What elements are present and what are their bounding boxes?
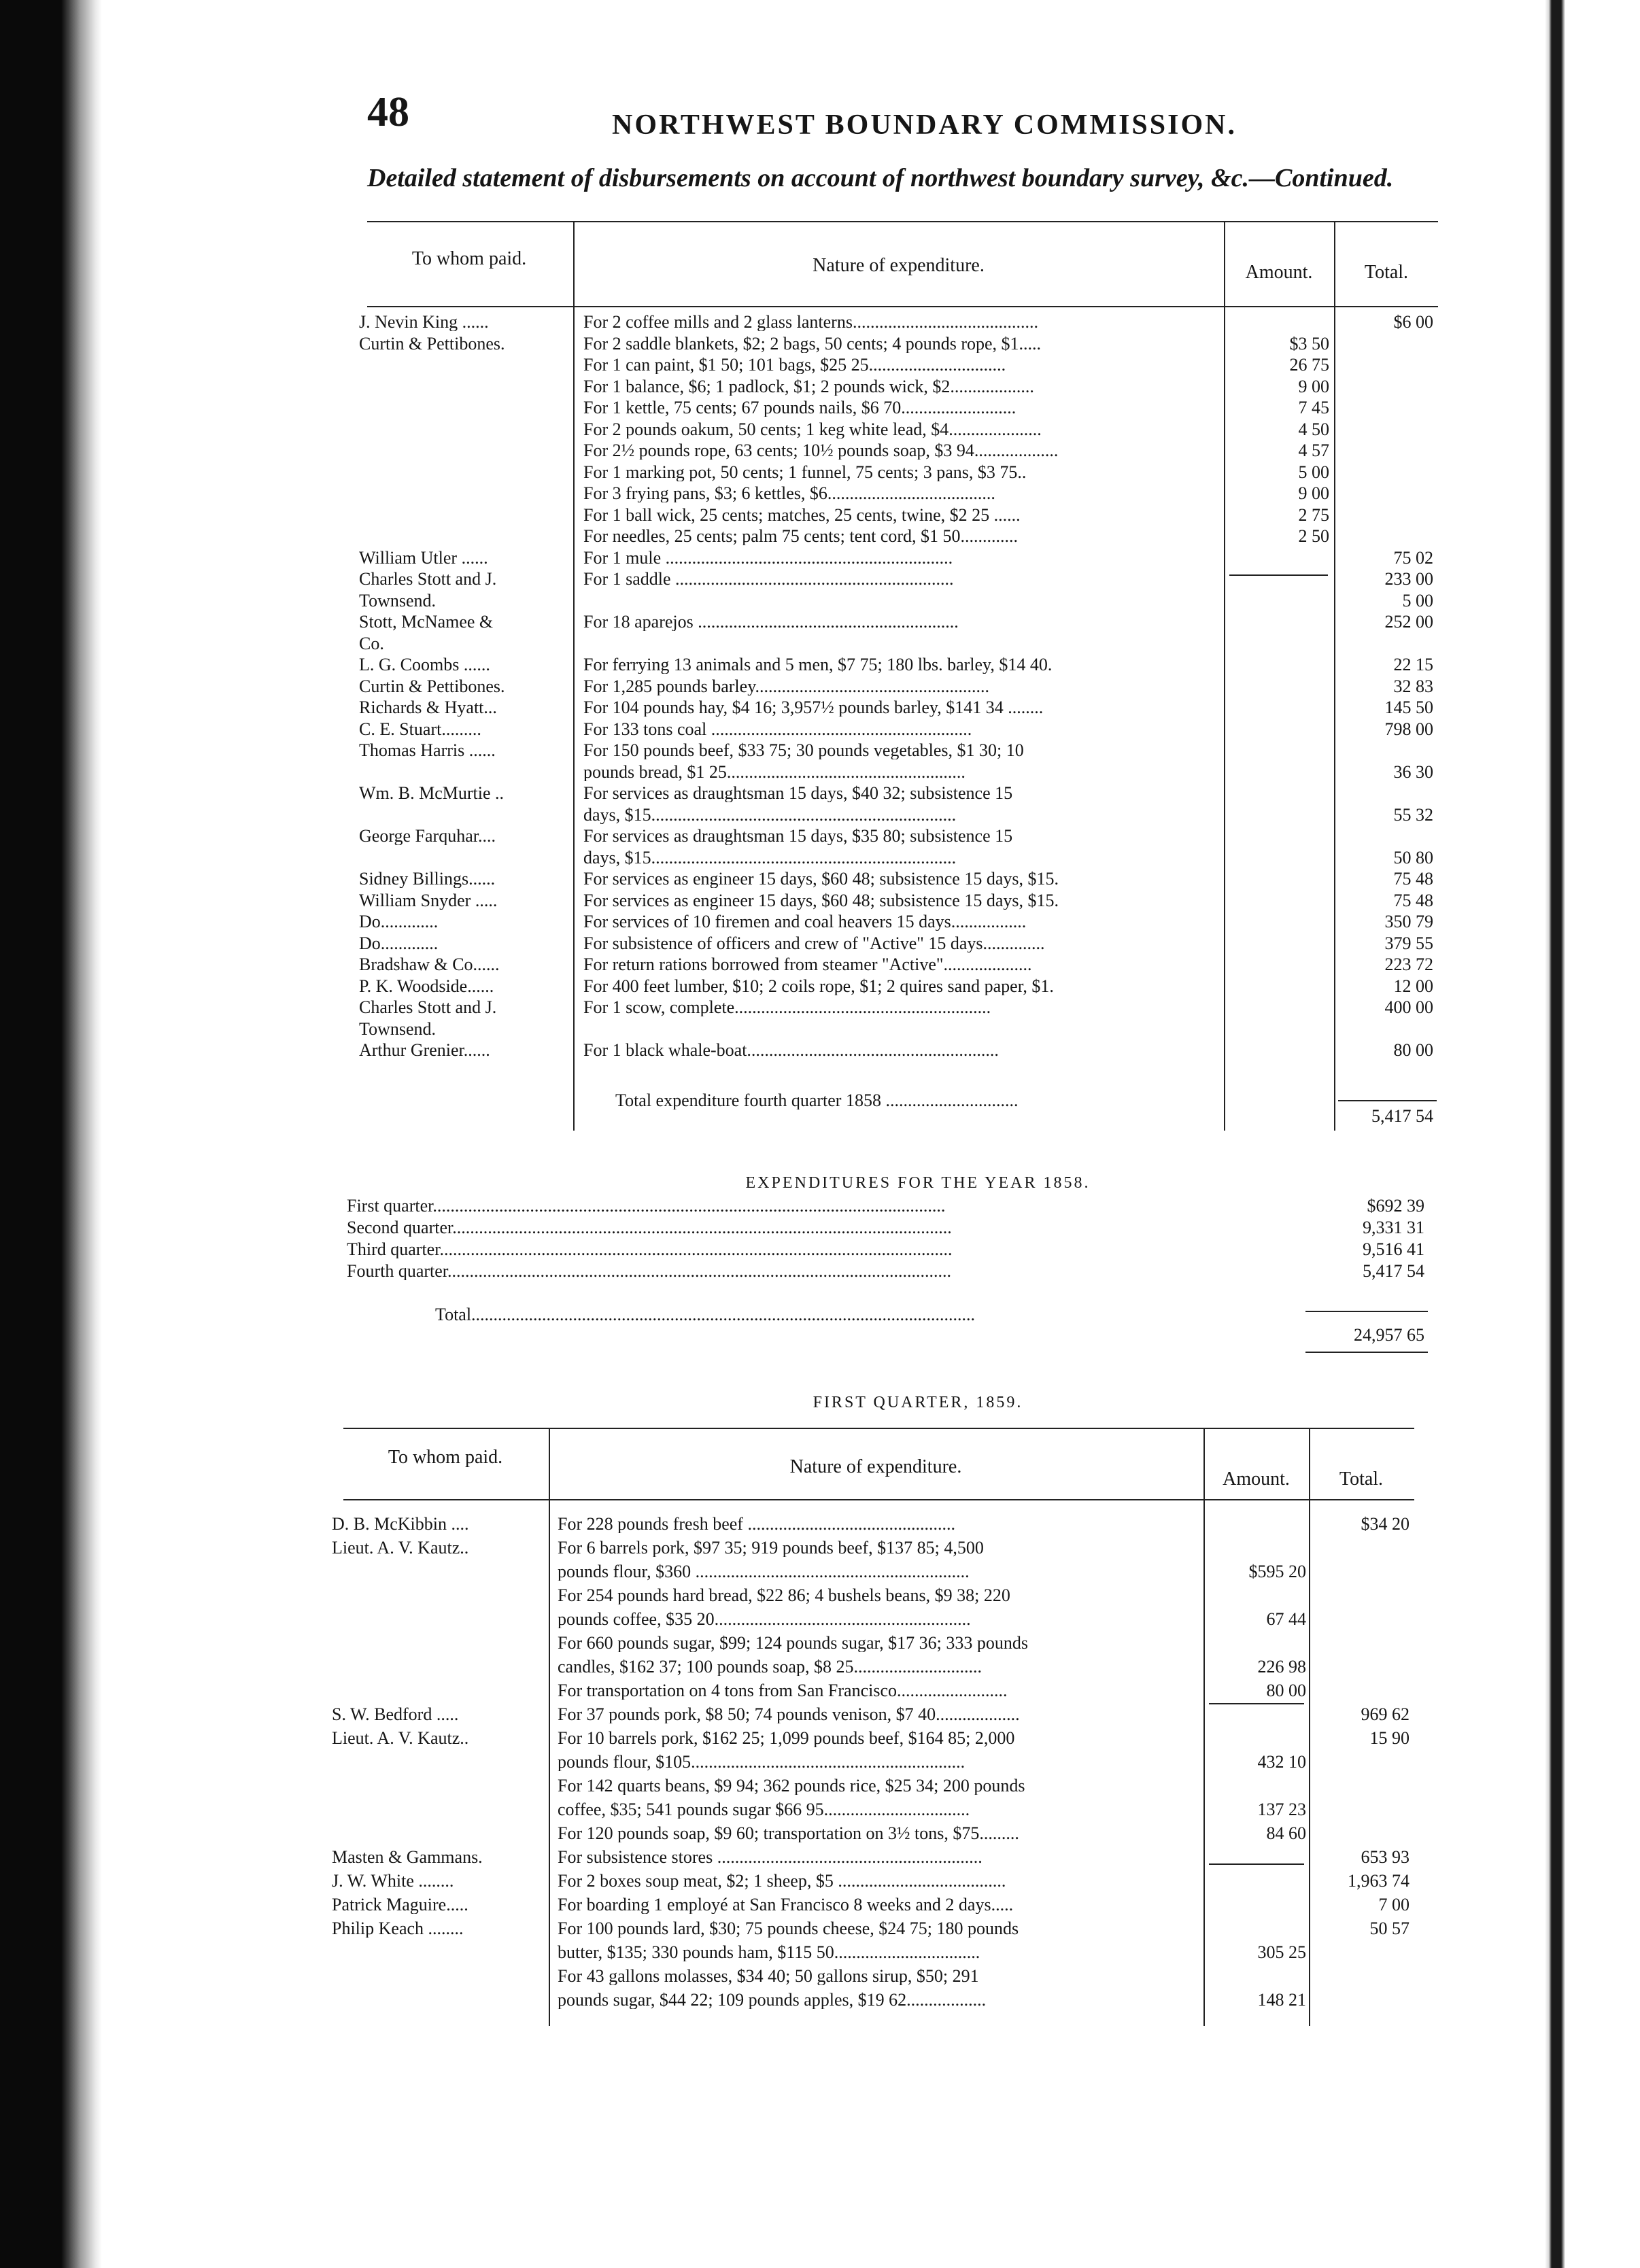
table2-col-divider-2 — [1203, 1428, 1205, 2026]
row-payee: Townsend. — [359, 591, 437, 610]
table1-total-rule — [1338, 1100, 1437, 1101]
table1-header-amount: Amount. — [1245, 262, 1313, 283]
row-payee: Thomas Harris ...... — [359, 741, 496, 759]
row-amount: 9 00 — [1298, 484, 1329, 502]
row-total: 75 48 — [1393, 891, 1433, 910]
table2-header-amount: Amount. — [1223, 1468, 1290, 1490]
row-nature: For 142 quarts beans, $9 94; 362 pounds rice, $25 34; 200 pounds — [558, 1776, 1025, 1795]
row-nature: For 43 gallons molasses, $34 40; 50 gallons sirup, $50; 291 — [558, 1967, 979, 1985]
row-nature: For 400 feet lumber, $10; 2 coils rope, $1; 2 quires sand paper, $1. — [583, 976, 1054, 995]
row-payee: Do............. — [359, 912, 439, 931]
row-total: $6 00 — [1393, 313, 1433, 331]
running-head: NORTHWEST BOUNDARY COMMISSION. — [612, 109, 1237, 141]
row-payee: Co. — [359, 634, 384, 653]
row-payee: L. G. Coombs ...... — [359, 655, 490, 674]
row-payee: P. K. Woodside...... — [359, 976, 494, 995]
row-payee: Stott, McNamee & — [359, 613, 494, 631]
row-amount: 84 60 — [1266, 1824, 1306, 1842]
year-summary-value: 9,516 41 — [1363, 1239, 1424, 1259]
row-payee: Charles Stott and J. — [359, 998, 497, 1016]
row-nature: butter, $135; 330 pounds ham, $115 50................................. — [558, 1943, 980, 1961]
table2-title: FIRST QUARTER, 1859. — [813, 1394, 1023, 1411]
row-nature: For needles, 25 cents; palm 75 cents; tent cord, $1 50............. — [583, 527, 1019, 545]
year-summary-value: $692 39 — [1367, 1196, 1424, 1216]
table1-header-total: Total. — [1364, 262, 1409, 283]
row-total: 1,963 74 — [1348, 1872, 1410, 1890]
row-amount: 67 44 — [1266, 1610, 1306, 1628]
row-total: $34 20 — [1361, 1515, 1410, 1533]
row-nature: For 6 barrels pork, $97 35; 919 pounds beef, $137 85; 4,500 — [558, 1539, 984, 1557]
row-nature: For return rations borrowed from steamer "Active".................... — [583, 955, 1032, 974]
row-total: 798 00 — [1384, 719, 1433, 738]
row-total: 145 50 — [1384, 698, 1433, 717]
row-amount: 432 10 — [1257, 1753, 1306, 1771]
row-payee: William Utler ...... — [359, 548, 488, 567]
row-total: 36 30 — [1393, 762, 1433, 781]
table2-header-nature: Nature of expenditure. — [789, 1456, 962, 1477]
row-nature: For 1 marking pot, 50 cents; 1 funnel, 75 cents; 3 pans, $3 75.. — [583, 462, 1027, 481]
row-total: 400 00 — [1384, 998, 1433, 1016]
row-nature: For 254 pounds hard bread, $22 86; 4 bushels beans, $9 38; 220 — [558, 1586, 1010, 1604]
row-nature: For 18 aparejos ........................................................... — [583, 613, 959, 631]
table2-subtotal-rule-1 — [1209, 1703, 1304, 1704]
row-amount: $3 50 — [1289, 334, 1329, 353]
row-total: 5 00 — [1402, 591, 1433, 610]
row-nature: pounds bread, $1 25...................................................... — [583, 762, 966, 781]
row-payee: Curtin & Pettibones. — [359, 334, 505, 353]
row-total: 653 93 — [1361, 1848, 1410, 1866]
row-nature: For 1 ball wick, 25 cents; matches, 25 cents, twine, $2 25 ...... — [583, 505, 1021, 524]
row-payee: Do............. — [359, 933, 439, 952]
row-nature: For 100 pounds lard, $30; 75 pounds cheese, $24 75; 180 pounds — [558, 1919, 1019, 1938]
row-nature: pounds flour, $360 .............................................................. — [558, 1562, 970, 1581]
row-payee: Wm. B. McMurtie .. — [359, 784, 505, 802]
year-summary-total-value: 24,957 65 — [1354, 1325, 1424, 1345]
row-nature: For 37 pounds pork, $8 50; 74 pounds venison, $7 40................... — [558, 1705, 1020, 1723]
row-total: 55 32 — [1393, 805, 1433, 824]
row-payee: Richards & Hyatt... — [359, 698, 497, 717]
row-nature: For 228 pounds fresh beef ............................................... — [558, 1515, 955, 1533]
table1-header-rule — [367, 306, 1438, 307]
row-payee: J. Nevin King ...... — [359, 313, 489, 331]
row-nature: For 10 barrels pork, $162 25; 1,099 pounds beef, $164 85; 2,000 — [558, 1729, 1015, 1747]
row-nature: For 2 saddle blankets, $2; 2 bags, 50 cents; 4 pounds rope, $1..... — [583, 334, 1042, 353]
row-nature: For 1 saddle ............................................................... — [583, 570, 954, 588]
row-amount: 226 98 — [1257, 1657, 1306, 1676]
row-payee: George Farquhar.... — [359, 827, 496, 845]
table2-header-rule — [343, 1499, 1414, 1500]
row-payee: Lieut. A. V. Kautz.. — [332, 1539, 469, 1557]
row-nature: For services as draughtsman 15 days, $40 32; subsistence 15 — [583, 784, 1013, 802]
table2-top-rule — [343, 1428, 1414, 1429]
row-amount: 7 45 — [1298, 398, 1329, 417]
row-payee: C. E. Stuart......... — [359, 719, 481, 738]
row-amount: 305 25 — [1257, 1943, 1306, 1961]
row-total: 12 00 — [1393, 976, 1433, 995]
row-amount: 2 75 — [1298, 505, 1329, 524]
row-amount: 9 00 — [1298, 377, 1329, 396]
row-nature: For services of 10 firemen and coal heavers 15 days................. — [583, 912, 1027, 931]
row-payee: Lieut. A. V. Kautz.. — [332, 1729, 469, 1747]
table2-header-to-whom: To whom paid. — [388, 1447, 503, 1468]
row-payee: Sidney Billings...... — [359, 870, 496, 888]
table2-subtotal-rule-2 — [1209, 1863, 1304, 1865]
table1-subtotal-rule — [1229, 574, 1328, 576]
row-amount: 4 50 — [1298, 419, 1329, 439]
row-nature: pounds coffee, $35 20.......................................................... — [558, 1610, 971, 1628]
row-payee: William Snyder ..... — [359, 891, 498, 910]
year-summary-label: Fourth quarter.................................................................................................................. — [347, 1262, 952, 1280]
table1-col-divider-2 — [1224, 221, 1225, 1131]
row-nature: For 120 pounds soap, $9 60; transportation on 3½ tons, $75......... — [558, 1824, 1019, 1842]
row-amount: 137 23 — [1257, 1800, 1306, 1819]
book-gutter-shadow — [0, 0, 102, 2268]
row-nature: For services as engineer 15 days, $60 48; subsistence 15 days, $15. — [583, 870, 1059, 888]
year-summary-title: EXPENDITURES FOR THE YEAR 1858. — [745, 1174, 1091, 1192]
row-payee: D. B. McKibbin .... — [332, 1515, 469, 1533]
row-payee: J. W. White ........ — [332, 1872, 454, 1890]
table1-top-rule — [367, 221, 1438, 222]
row-nature: For 1 scow, complete.......................................................... — [583, 998, 991, 1016]
row-payee: Bradshaw & Co...... — [359, 955, 500, 974]
row-nature: For 2 pounds oakum, 50 cents; 1 keg white lead, $4..................... — [583, 419, 1042, 439]
table2-col-divider-1 — [549, 1428, 550, 2026]
row-nature: coffee, $35; 541 pounds sugar $66 95................................. — [558, 1800, 970, 1819]
row-total: 15 90 — [1369, 1729, 1410, 1747]
row-amount: $595 20 — [1248, 1562, 1306, 1581]
row-nature: For 1 balance, $6; 1 padlock, $1; 2 pounds wick, $2................... — [583, 377, 1034, 396]
row-total: 80 00 — [1393, 1041, 1433, 1059]
row-nature: For 104 pounds hay, $4 16; 3,957½ pounds barley, $141 34 ........ — [583, 698, 1044, 717]
row-total: 50 80 — [1393, 848, 1433, 867]
row-nature: days, $15..................................................................... — [583, 805, 957, 824]
row-payee: Townsend. — [359, 1019, 437, 1038]
table1-footer-total: 5,417 54 — [1371, 1106, 1433, 1126]
row-nature: For 1 can paint, $1 50; 101 bags, $25 25............................... — [583, 356, 1006, 374]
row-total: 969 62 — [1361, 1705, 1410, 1723]
row-total: 233 00 — [1384, 570, 1433, 588]
table2-col-divider-3 — [1309, 1428, 1310, 2026]
row-payee: Masten & Gammans. — [332, 1848, 483, 1866]
row-nature: days, $15..................................................................... — [583, 848, 957, 867]
row-total: 379 55 — [1384, 933, 1433, 952]
row-nature: For ferrying 13 animals and 5 men, $7 75; 180 lbs. barley, $14 40. — [583, 655, 1053, 674]
row-total: 7 00 — [1378, 1895, 1410, 1914]
row-amount: 5 00 — [1298, 462, 1329, 481]
table2-header-total: Total. — [1339, 1468, 1384, 1490]
row-total: 223 72 — [1384, 955, 1433, 974]
year-summary-total-label: Total.................................................................................................................. — [435, 1305, 976, 1324]
row-payee: Curtin & Pettibones. — [359, 676, 505, 695]
row-nature: For services as engineer 15 days, $60 48; subsistence 15 days, $15. — [583, 891, 1059, 910]
row-nature: For 2½ pounds rope, 63 cents; 10½ pounds soap, $3 94................... — [583, 441, 1059, 460]
row-nature: For 660 pounds sugar, $99; 124 pounds sugar, $17 36; 333 pounds — [558, 1634, 1028, 1652]
row-nature: For 3 frying pans, $3; 6 kettles, $6...................................... — [583, 484, 995, 502]
row-nature: For 150 pounds beef, $33 75; 30 pounds vegetables, $1 30; 10 — [583, 741, 1024, 759]
row-nature: For 1 mule ................................................................. — [583, 548, 953, 567]
year-summary-rule-2 — [1305, 1352, 1428, 1353]
row-payee: Philip Keach ........ — [332, 1919, 464, 1938]
row-nature: candles, $162 37; 100 pounds soap, $8 25............................. — [558, 1657, 982, 1676]
row-nature: For 133 tons coal ........................................................... — [583, 719, 972, 738]
row-amount: 80 00 — [1266, 1681, 1306, 1700]
table1-header-to-whom: To whom paid. — [411, 248, 527, 269]
row-nature: For subsistence of officers and crew of "Active" 15 days.............. — [583, 933, 1045, 952]
row-nature: For transportation on 4 tons from San Francisco......................... — [558, 1681, 1008, 1700]
page-subtitle: Detailed statement of disbursements on account of northwest boundary survey, &c.—Continued. — [367, 164, 1394, 192]
row-total: 22 15 — [1393, 655, 1433, 674]
row-nature: For 1,285 pounds barley..................................................... — [583, 676, 990, 695]
table1-header-nature: Nature of expenditure. — [813, 255, 985, 276]
row-total: 350 79 — [1384, 912, 1433, 931]
table1-footer-label: Total expenditure fourth quarter 1858 .............................. — [615, 1091, 1019, 1110]
row-nature: For boarding 1 employé at San Francisco 8 weeks and 2 days..... — [558, 1895, 1014, 1914]
row-total: 252 00 — [1384, 613, 1433, 631]
row-payee: Charles Stott and J. — [359, 570, 497, 588]
row-nature: For services as draughtsman 15 days, $35 80; subsistence 15 — [583, 827, 1013, 845]
table1-col-divider-1 — [573, 221, 575, 1131]
year-summary-value: 5,417 54 — [1363, 1261, 1424, 1281]
row-nature: pounds sugar, $44 22; 109 pounds apples, $19 62.................. — [558, 1991, 987, 2009]
row-nature: For subsistence stores ............................................................ — [558, 1848, 983, 1866]
table1-col-divider-3 — [1334, 221, 1335, 1131]
row-total: 75 02 — [1393, 548, 1433, 567]
page-number: 48 — [367, 89, 409, 135]
row-total: 32 83 — [1393, 676, 1433, 695]
next-page-edge — [1545, 0, 1640, 2268]
row-nature: For 1 kettle, 75 cents; 67 pounds nails, $6 70.......................... — [583, 398, 1017, 417]
year-summary-label: Second quarter................................................................................................................. — [347, 1218, 952, 1237]
row-nature: For 2 boxes soup meat, $2; 1 sheep, $5 ...................................... — [558, 1872, 1006, 1890]
year-summary-label: Third quarter.................................................................................................................... — [347, 1240, 953, 1258]
row-total: 75 48 — [1393, 870, 1433, 888]
row-payee: Arthur Grenier...... — [359, 1041, 490, 1059]
year-summary-label: First quarter.................................................................................................................... — [347, 1197, 946, 1215]
row-amount: 4 57 — [1298, 441, 1329, 460]
row-amount: 148 21 — [1257, 1991, 1306, 2009]
row-payee: S. W. Bedford ..... — [332, 1705, 459, 1723]
row-total: 50 57 — [1369, 1919, 1410, 1938]
row-nature: For 1 black whale-boat......................................................... — [583, 1041, 999, 1059]
year-summary-value: 9,331 31 — [1363, 1218, 1424, 1237]
row-amount: 26 75 — [1289, 356, 1329, 374]
year-summary-rule-1 — [1305, 1311, 1428, 1312]
row-nature: pounds flour, $105.............................................................. — [558, 1753, 966, 1771]
row-payee: Patrick Maguire..... — [332, 1895, 468, 1914]
row-nature: For 2 coffee mills and 2 glass lanterns.......................................... — [583, 313, 1038, 331]
row-amount: 2 50 — [1298, 527, 1329, 545]
